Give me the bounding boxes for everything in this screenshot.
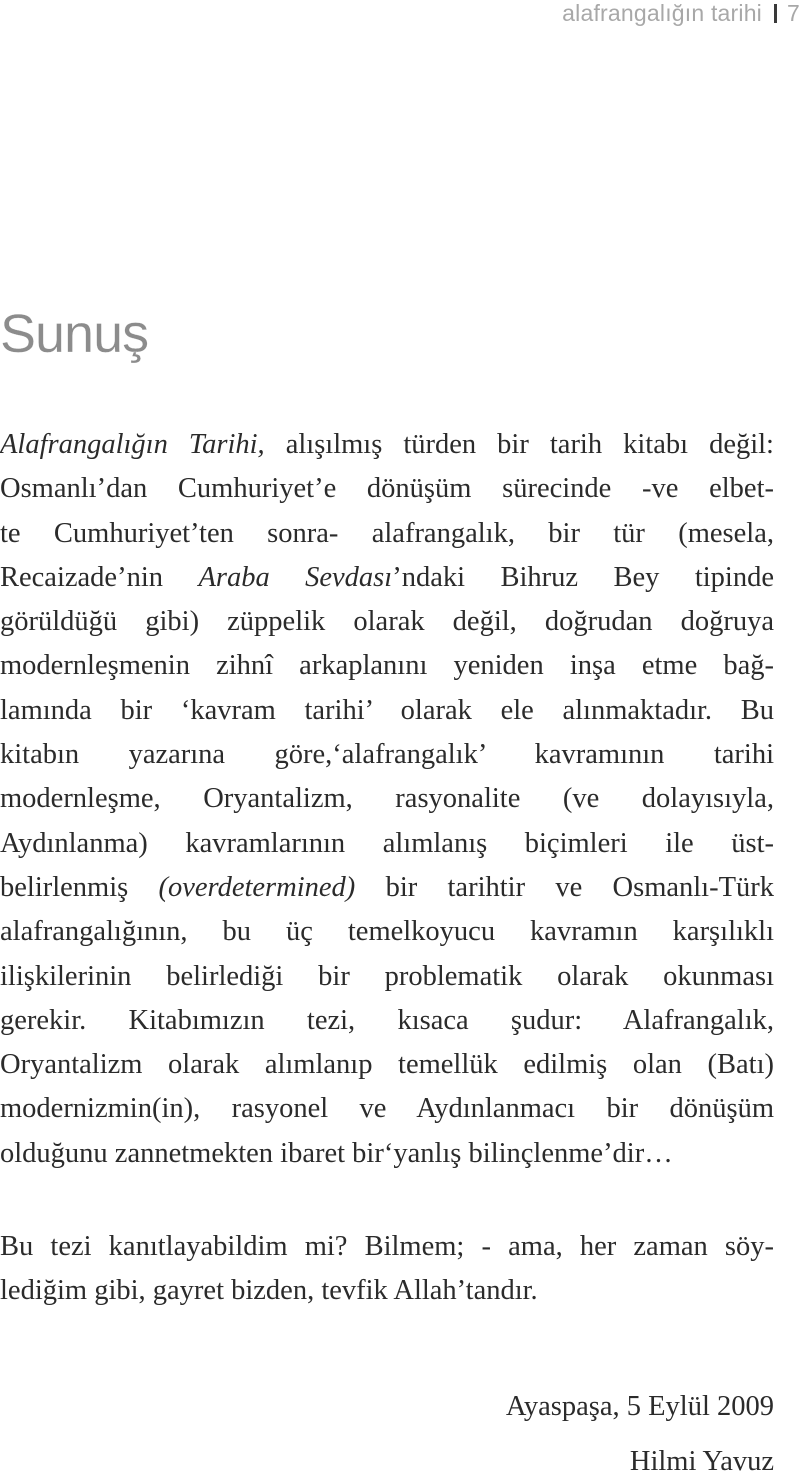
text-line: modernleşmenin zihnî arkaplanını yeniden inşa etme bağ- — [0, 650, 774, 682]
signature-place-date: Ayaspaşa, 5 Eylül 2009 — [505, 1391, 774, 1422]
text-line: gerekir. Kitabımızın tezi, kısaca şudur: Alafrangalık, — [0, 1004, 774, 1036]
paragraph-closing — [0, 1225, 774, 1314]
section-title: Sunuş — [0, 304, 149, 364]
text-line: belirlenmiş (overdetermined) bir tarihtir ve Osmanlı-Türk — [0, 871, 774, 903]
text-line: ilişkilerinin belirlediği bir problematik olarak okunması — [0, 960, 774, 992]
english-term: (overdetermined) — [158, 871, 356, 903]
paragraph-main — [0, 423, 774, 1176]
text-line: te Cumhuriyet’ten sonra- alafrangalık, bir tür (mesela, — [0, 517, 774, 549]
text-line: modernizmin(in), rasyonel ve Aydınlanmacı bir dönüşüm — [0, 1093, 774, 1125]
text-line: Osmanlı’dan Cumhuriyet’e dönüşüm sürecinde -ve elbet- — [0, 473, 774, 505]
text-line: alafrangalığının, bu üç temelkoyucu kavramın karşılıklı — [0, 916, 774, 948]
signature-author: Hilmi Yavuz — [629, 1446, 774, 1477]
running-head — [562, 0, 800, 30]
text-line: Recaizade’nin Araba Sevdası’ndaki Bihruz Bey tipinde — [0, 561, 774, 593]
book-title: Alafrangalığın Tarihi, — [0, 429, 265, 460]
text-line: kitabın yazarına göre,‘alafrangalık’ kavramının tarihi — [0, 739, 774, 771]
text-line: Aydınlanma) kavramlarının alımlanış biçimleri ile üst- — [0, 827, 774, 859]
text-line: lamında bir ‘kavram tarihi’ olarak ele alınmaktadır. Bu — [0, 694, 774, 726]
running-head-title: alafrangalığın tarihi — [562, 0, 762, 26]
text-line: Bu tezi kanıtlayabildim mi? Bilmem; - ama, her zaman söy- — [0, 1231, 774, 1262]
text-line: Alafrangalığın Tarihi, alışılmış türden bir tarih kitabı değil: — [0, 429, 774, 460]
text-line: görüldüğü gibi) züppelik olarak değil, doğrudan doğruya — [0, 606, 774, 638]
text-line: olduğunu zannetmekten ibaret bir‘yanlış bilinçlenme’dir… — [0, 1137, 673, 1169]
novel-title: Araba Sevdası — [198, 561, 393, 593]
running-head-separator — [774, 4, 777, 23]
page-number: 7 — [787, 0, 800, 26]
text-line: modernleşme, Oryantalizm, rasyonalite (ve dolayısıyla, — [0, 783, 774, 815]
text-line: lediğim gibi, gayret bizden, tevfik Allah’tandır. — [0, 1275, 538, 1307]
text-line: Oryantalizm olarak alımlanıp temellük edilmiş olan (Batı) — [0, 1049, 774, 1081]
